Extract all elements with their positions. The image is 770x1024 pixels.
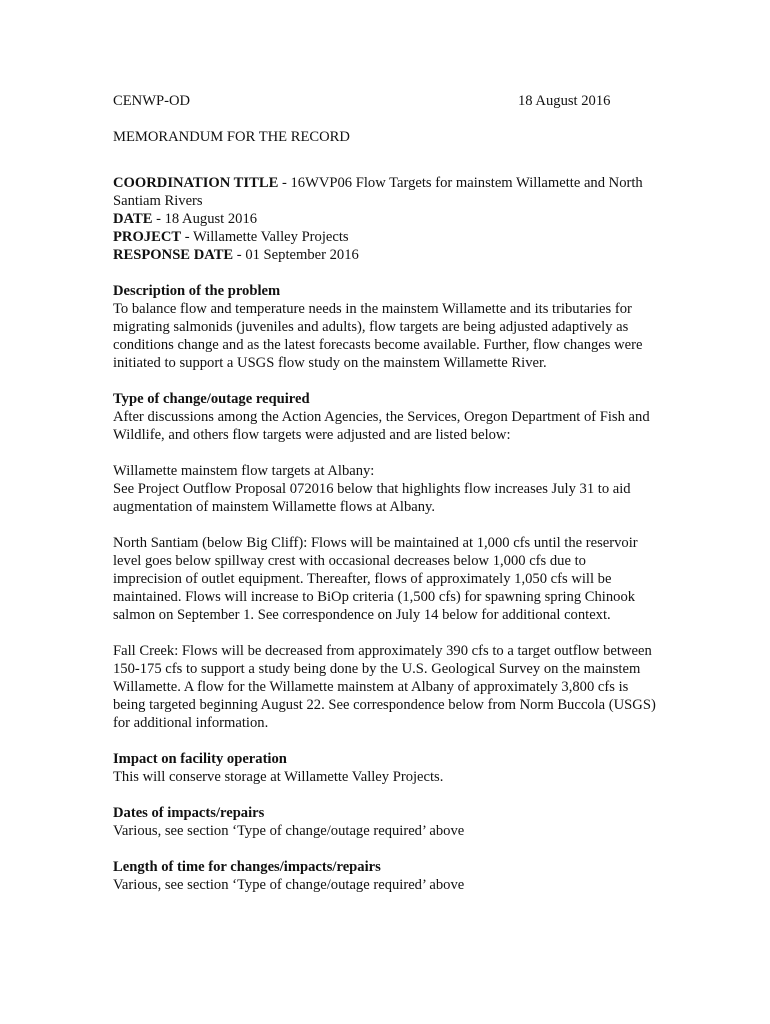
- memo-date: 18 August 2016: [518, 93, 611, 109]
- date-value: - 18 August 2016: [152, 211, 258, 227]
- dates-text: Various, see section ‘Type of change/outage required’ above: [113, 823, 465, 839]
- length-section: [113, 858, 658, 894]
- response-date-line: [113, 246, 658, 264]
- albany-paragraph: [113, 462, 658, 516]
- memo-meta: [113, 174, 658, 264]
- description-text: To balance flow and temperature needs in the mainstem Willamette and its tributaries for migrating salmonids (juveniles and adults), flow targets are being adjusted adaptively as conditions change and as the latest forecasts become available. Further, flow changes were initiated to support a USGS flow study on the mainstem Willamette River.: [113, 301, 643, 371]
- coordination-title-value: - 16WVP06 Flow Targets for mainstem Willamette and North Santiam Rivers: [113, 175, 643, 209]
- memo-header: [113, 92, 658, 110]
- impact-heading: Impact on facility operation: [113, 751, 287, 767]
- date-line: [113, 210, 658, 228]
- project-label: PROJECT: [113, 229, 182, 245]
- length-text: Various, see section ‘Type of change/outage required’ above: [113, 877, 465, 893]
- impact-section: [113, 750, 658, 786]
- dates-heading: Dates of impacts/repairs: [113, 805, 265, 821]
- change-heading: Type of change/outage required: [113, 391, 310, 407]
- albany-line-2: See Project Outflow Proposal 072016 below that highlights flow increases July 31 to aid augmentation of mainstem Willamette flows at Albany.: [113, 481, 631, 515]
- length-heading: Length of time for changes/impacts/repairs: [113, 859, 381, 875]
- description-section: [113, 282, 658, 372]
- description-heading: Description of the problem: [113, 283, 281, 299]
- memo-title: MEMORANDUM FOR THE RECORD: [113, 129, 350, 145]
- albany-line-1: Willamette mainstem flow targets at Albany:: [113, 463, 375, 479]
- fall-creek-text: Fall Creek: Flows will be decreased from approximately 390 cfs to a target outflow between 150-175 cfs to support a study being done by the U.S. Geological Survey on the mainstem Willamette. A flow for the Willamette mainstem at Albany of approximately 3,800 cfs is being targeted beginning August 22. See correspondence below from Norm Buccola (USGS) for additional information.: [113, 643, 656, 731]
- project-line: [113, 228, 658, 246]
- response-date-value: - 01 September 2016: [233, 247, 359, 263]
- change-intro: After discussions among the Action Agencies, the Services, Oregon Department of Fish and Wildlife, and others flow targets were adjusted and are listed below:: [113, 409, 650, 443]
- response-date-label: RESPONSE DATE: [113, 247, 234, 263]
- coordination-title-label: COORDINATION TITLE: [113, 175, 279, 191]
- coordination-title-line: [113, 174, 658, 210]
- north-santiam-text: North Santiam (below Big Cliff): Flows will be maintained at 1,000 cfs until the reservoir level goes below spillway crest with occasional decreases below 1,000 cfs due to imprecision of outlet equipment. Thereafter, flows of approximately 1,050 cfs will be maintained. Flows will increase to BiOp criteria (1,500 cfs) for spawning spring Chinook salmon on September 1. See correspondence on July 14 below for additional context.: [113, 535, 638, 623]
- project-value: - Willamette Valley Projects: [181, 229, 349, 245]
- memo-page: [113, 92, 658, 894]
- north-santiam-paragraph: [113, 534, 658, 624]
- impact-text: This will conserve storage at Willamette Valley Projects.: [113, 769, 444, 785]
- office-code: CENWP-OD: [113, 93, 191, 109]
- dates-section: [113, 804, 658, 840]
- date-label: DATE: [113, 211, 153, 227]
- change-section: [113, 390, 658, 732]
- fall-creek-paragraph: [113, 642, 658, 732]
